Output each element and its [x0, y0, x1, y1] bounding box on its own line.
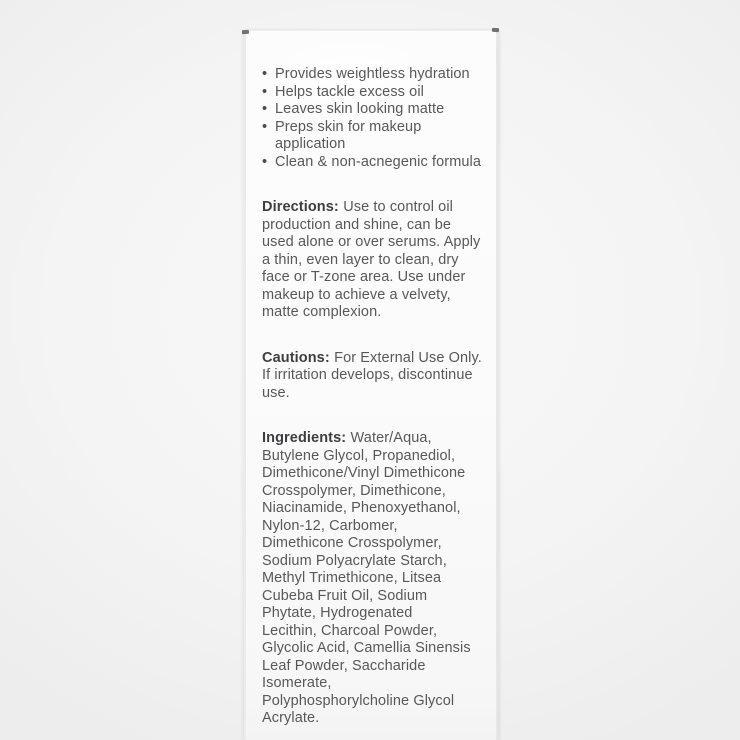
text-line: Dimethicone Crosspolymer, — [262, 535, 442, 551]
directions-section — [262, 199, 486, 322]
directions-text: Use to control oil — [343, 199, 453, 215]
cautions-section — [262, 350, 486, 403]
bullet-item — [262, 119, 486, 154]
ingredients-label: Ingredients: — [262, 430, 347, 446]
bullet-icon: • — [262, 153, 268, 170]
text-line — [262, 350, 486, 368]
label-text-content — [244, 30, 498, 728]
text-line: makeup to achieve a velvety, — [262, 286, 451, 303]
text-line — [262, 199, 486, 217]
text-line: use. — [262, 384, 290, 401]
bullet-item — [262, 84, 486, 102]
text-line: production and shine, can be — [262, 216, 452, 233]
text-line: Methyl Trimethicone, Litsea — [262, 570, 442, 586]
text-line: Polyphosphorylcholine Glycol — [262, 692, 455, 709]
text-line: Niacinamide, Phenoxyethanol, — [262, 500, 461, 516]
cautions-text: For External Use Only. — [334, 349, 482, 366]
text-line: Acrylate. — [262, 710, 320, 726]
product-box-back-panel — [244, 30, 498, 740]
text-line: Nylon-12, Carbomer, — [262, 517, 398, 534]
cautions-label: Cautions: — [262, 349, 330, 366]
text-line: Leaf Powder, Saccharide — [262, 657, 426, 674]
bullet-item — [262, 101, 486, 119]
text-line: Dimethicone/Vinyl Dimethicone — [262, 465, 466, 481]
text-line: If irritation develops, discontinue — [262, 367, 473, 383]
text-line: a thin, even layer to clean, dry — [262, 251, 459, 268]
text-line: Butylene Glycol, Propanediol, — [262, 447, 456, 464]
text-line: face or T-zone area. Use under — [262, 269, 466, 285]
text-line — [262, 430, 486, 448]
bullet-item — [262, 66, 486, 84]
bullet-text: Preps skin for makeup — [275, 118, 422, 135]
bullet-icon: • — [262, 66, 268, 82]
text-line: Sodium Polyacrylate Starch, — [262, 552, 447, 569]
bullet-text: Provides weightless hydration — [275, 66, 470, 82]
bullet-text-continuation: application — [275, 136, 346, 152]
benefits-bullet-list — [262, 66, 486, 171]
bullet-text: Helps tackle excess oil — [275, 83, 424, 100]
bullet-text: Leaves skin looking matte — [275, 101, 445, 117]
text-line: Isomerate, — [262, 675, 332, 691]
directions-label: Directions: — [262, 199, 339, 215]
bullet-text: Clean & non-acnegenic formula — [275, 153, 482, 170]
text-line: Glycolic Acid, Camellia Sinensis — [262, 640, 471, 656]
bullet-icon: • — [262, 118, 268, 135]
text-line: matte complexion. — [262, 304, 382, 320]
ingredients-text: Water/Aqua, — [350, 430, 432, 446]
ingredients-section — [262, 430, 486, 728]
bullet-icon: • — [262, 83, 268, 100]
text-line: Lecithin, Charcoal Powder, — [262, 622, 438, 639]
text-line: used alone or over serums. Apply — [262, 234, 481, 250]
text-line: Cubeba Fruit Oil, Sodium — [262, 587, 428, 604]
bullet-item — [262, 154, 486, 172]
text-line: Crosspolymer, Dimethicone, — [262, 482, 446, 499]
bullet-icon: • — [262, 101, 268, 117]
text-line: Phytate, Hydrogenated — [262, 605, 413, 621]
